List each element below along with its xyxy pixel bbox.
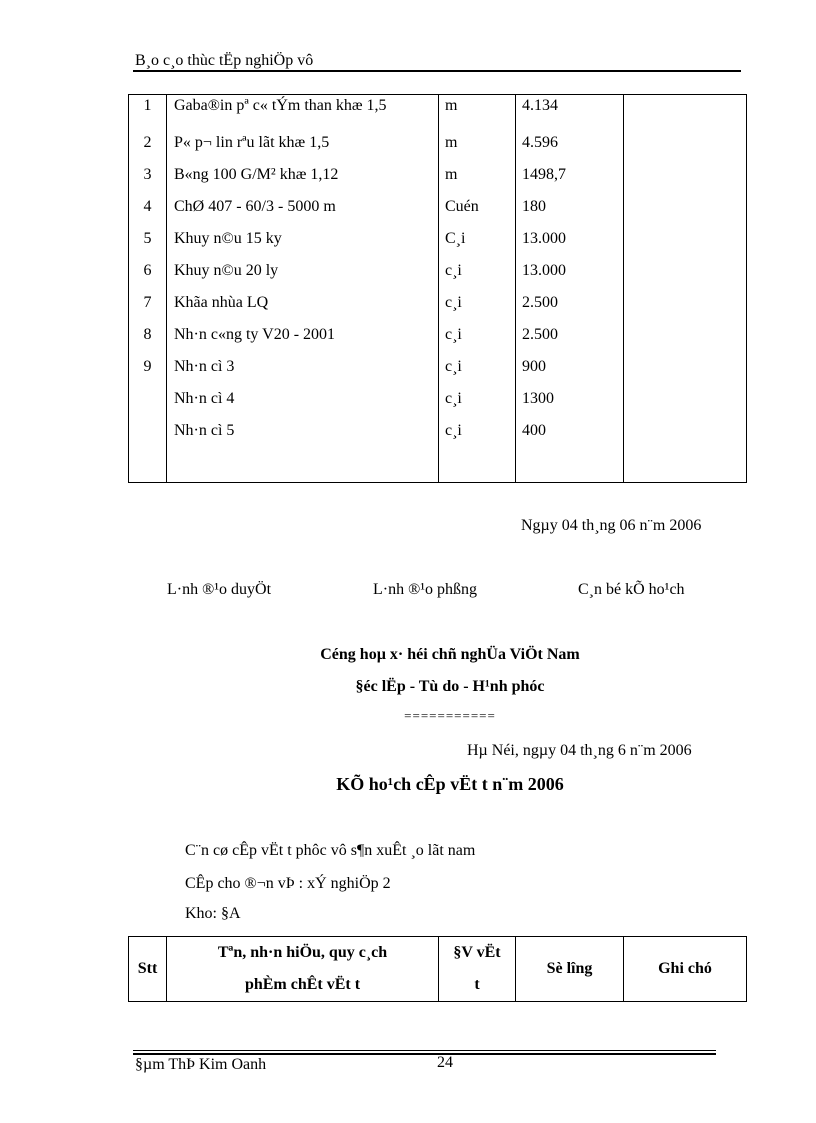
header-stt: Stt: [129, 937, 167, 1002]
material-name: Gaba®in pª c« tÝm than khæ 1,5: [174, 97, 387, 114]
material-name-cell: [167, 319, 439, 351]
table-row: [129, 287, 747, 319]
material-name-cell: [167, 415, 439, 447]
note-cell: [624, 127, 747, 159]
unit: m: [445, 97, 458, 114]
header-material-name: [167, 937, 439, 1002]
material-name-cell: [167, 95, 439, 127]
quantity: 1300: [522, 389, 554, 407]
row-number-cell: [129, 191, 167, 223]
row-number-cell: [129, 127, 167, 159]
row-number-cell: [129, 447, 167, 483]
header-quantity: Sè lîng: [516, 937, 624, 1002]
row-number: 7: [143, 293, 152, 311]
header-unit-line2: t: [474, 976, 480, 993]
note-cell: [624, 95, 747, 127]
material-name: Khuy n©u 15 ky: [174, 229, 282, 247]
note-cell: [624, 351, 747, 383]
unit: c¸i: [445, 261, 462, 279]
quantity-cell: [516, 447, 624, 483]
header-material-name-line1: Tªn, nh·n hiÖu, quy c¸ch: [217, 944, 388, 961]
quantity-cell: [516, 287, 624, 319]
quantity-cell: [516, 383, 624, 415]
material-name-cell: [167, 255, 439, 287]
date-line: Ngµy 04 th¸ng 06 n¨m 2006: [521, 517, 702, 534]
row-number: 2: [143, 133, 152, 151]
row-number: 9: [143, 357, 152, 375]
header-unit-line1: §V vËt: [453, 944, 501, 961]
table-row: [129, 415, 747, 447]
row-number: 4: [143, 197, 152, 215]
unit-cell: [439, 127, 516, 159]
unit-cell: [439, 191, 516, 223]
quantity-cell: [516, 159, 624, 191]
row-number: 5: [143, 229, 152, 247]
note-cell: [624, 159, 747, 191]
unit-cell: [439, 287, 516, 319]
unit-cell: [439, 319, 516, 351]
material-name-cell: [167, 447, 439, 483]
quantity-cell: [516, 319, 624, 351]
note-cell: [624, 447, 747, 483]
quantity-cell: [516, 191, 624, 223]
material-name-cell: [167, 159, 439, 191]
quantity-cell: [516, 127, 624, 159]
plan-supply-to: CÊp cho ®¬n vÞ : xÝ nghiÖp 2: [185, 875, 391, 892]
material-name: ChØ 407 - 60/3 - 5000 m: [174, 197, 336, 215]
separator-line: ===========: [404, 708, 496, 723]
row-number-cell: [129, 159, 167, 191]
footer-rule: [133, 1050, 716, 1051]
materials-table: [128, 94, 747, 483]
unit: c¸i: [445, 325, 462, 343]
unit: c¸i: [445, 357, 462, 375]
unit: m: [445, 165, 458, 183]
unit: C¸i: [445, 229, 466, 247]
material-name-cell: [167, 351, 439, 383]
header-rule: [133, 70, 741, 72]
material-name-cell: [167, 191, 439, 223]
material-name-cell: [167, 223, 439, 255]
quantity: 2.500: [522, 293, 558, 311]
unit-cell: [439, 223, 516, 255]
unit-cell: [439, 447, 516, 483]
plan-title: KÕ ho¹ch cÊp vËt t n¨m 2006: [336, 774, 564, 794]
page-number: 24: [437, 1054, 453, 1071]
signature-planner: C¸n bé kÕ ho¹ch: [578, 581, 685, 598]
footer-rule-thick: [133, 1053, 716, 1055]
material-name: Khuy n©u 20 ly: [174, 261, 279, 279]
quantity: 900: [522, 357, 546, 375]
unit: m: [445, 133, 458, 151]
quantity-cell: [516, 223, 624, 255]
note-cell: [624, 319, 747, 351]
table-row: [129, 351, 747, 383]
place-date-line: Hµ Néi, ngµy 04 th¸ng 6 n¨m 2006: [467, 742, 692, 759]
materials-table-body: [129, 95, 747, 483]
material-name: Nh·n cì 4: [174, 389, 235, 407]
table-row: [129, 223, 747, 255]
table-row: [129, 255, 747, 287]
unit-cell: [439, 383, 516, 415]
quantity: 13.000: [522, 261, 566, 279]
plan-table: [128, 936, 747, 1002]
plan-basis: C¨n cø cÊp vËt t phôc vô s¶n xuÊt ¸o lãt nam: [185, 842, 476, 859]
row-number: 8: [143, 325, 152, 343]
table-row: [129, 127, 747, 159]
row-number: 6: [143, 261, 152, 279]
row-number-cell: [129, 415, 167, 447]
unit-cell: [439, 95, 516, 127]
footer-author: §µm ThÞ Kim Oanh: [135, 1056, 267, 1073]
quantity: 2.500: [522, 325, 558, 343]
table-row: [129, 319, 747, 351]
row-number-cell: [129, 383, 167, 415]
note-cell: [624, 255, 747, 287]
plan-table-header-row: [129, 937, 747, 1002]
row-number-cell: [129, 255, 167, 287]
table-row: [129, 383, 747, 415]
row-number: 1: [143, 97, 152, 114]
unit-cell: [439, 415, 516, 447]
unit-cell: [439, 255, 516, 287]
table-row: [129, 191, 747, 223]
quantity-cell: [516, 255, 624, 287]
unit: c¸i: [445, 389, 462, 407]
note-cell: [624, 191, 747, 223]
material-name-cell: [167, 127, 439, 159]
header-unit: [439, 937, 516, 1002]
quantity: 4.134: [522, 97, 558, 114]
unit-cell: [439, 351, 516, 383]
unit: c¸i: [445, 421, 462, 439]
material-name: Nh·n cì 5: [174, 421, 235, 439]
row-number-cell: [129, 223, 167, 255]
material-name: Khãa nhùa LQ: [174, 293, 269, 311]
table-row: [129, 159, 747, 191]
unit: c¸i: [445, 293, 462, 311]
national-motto: §éc lËp - Tù do - H¹nh phóc: [355, 678, 545, 695]
quantity-cell: [516, 95, 624, 127]
report-header-title: B¸o c¸o thùc tËp nghiÖp vô: [135, 52, 314, 69]
quantity-cell: [516, 351, 624, 383]
row-number-cell: [129, 287, 167, 319]
note-cell: [624, 223, 747, 255]
material-name-cell: [167, 383, 439, 415]
note-cell: [624, 287, 747, 319]
material-name: P« p¬ lin rªu lãt khæ 1,5: [174, 133, 330, 151]
quantity-cell: [516, 415, 624, 447]
national-title: Céng hoµ x· héi chñ nghÜa ViÖt Nam: [320, 646, 580, 663]
quantity: 400: [522, 421, 546, 439]
material-name: Nh·n c«ng ty V20 - 2001: [174, 325, 336, 343]
quantity: 1498,7: [522, 165, 566, 183]
table-row: [129, 95, 747, 127]
quantity: 13.000: [522, 229, 566, 247]
header-material-name-line2: phÈm chÊt vËt t: [244, 976, 361, 993]
unit-cell: [439, 159, 516, 191]
quantity: 4.596: [522, 133, 558, 151]
plan-store: Kho: §A: [185, 905, 241, 922]
material-name-cell: [167, 287, 439, 319]
material-name: Nh·n cì 3: [174, 357, 235, 375]
table-row: [129, 447, 747, 483]
signature-department-head: L·nh ®¹o phßng: [373, 581, 478, 598]
row-number-cell: [129, 95, 167, 127]
unit: Cuén: [445, 197, 479, 215]
note-cell: [624, 415, 747, 447]
row-number: 3: [143, 165, 152, 183]
header-note: Ghi chó: [624, 937, 747, 1002]
row-number-cell: [129, 319, 167, 351]
signature-approver: L·nh ®¹o duyÖt: [167, 581, 272, 598]
row-number-cell: [129, 351, 167, 383]
quantity: 180: [522, 197, 546, 215]
material-name: B«ng 100 G/M² khæ 1,12: [174, 165, 339, 183]
note-cell: [624, 383, 747, 415]
